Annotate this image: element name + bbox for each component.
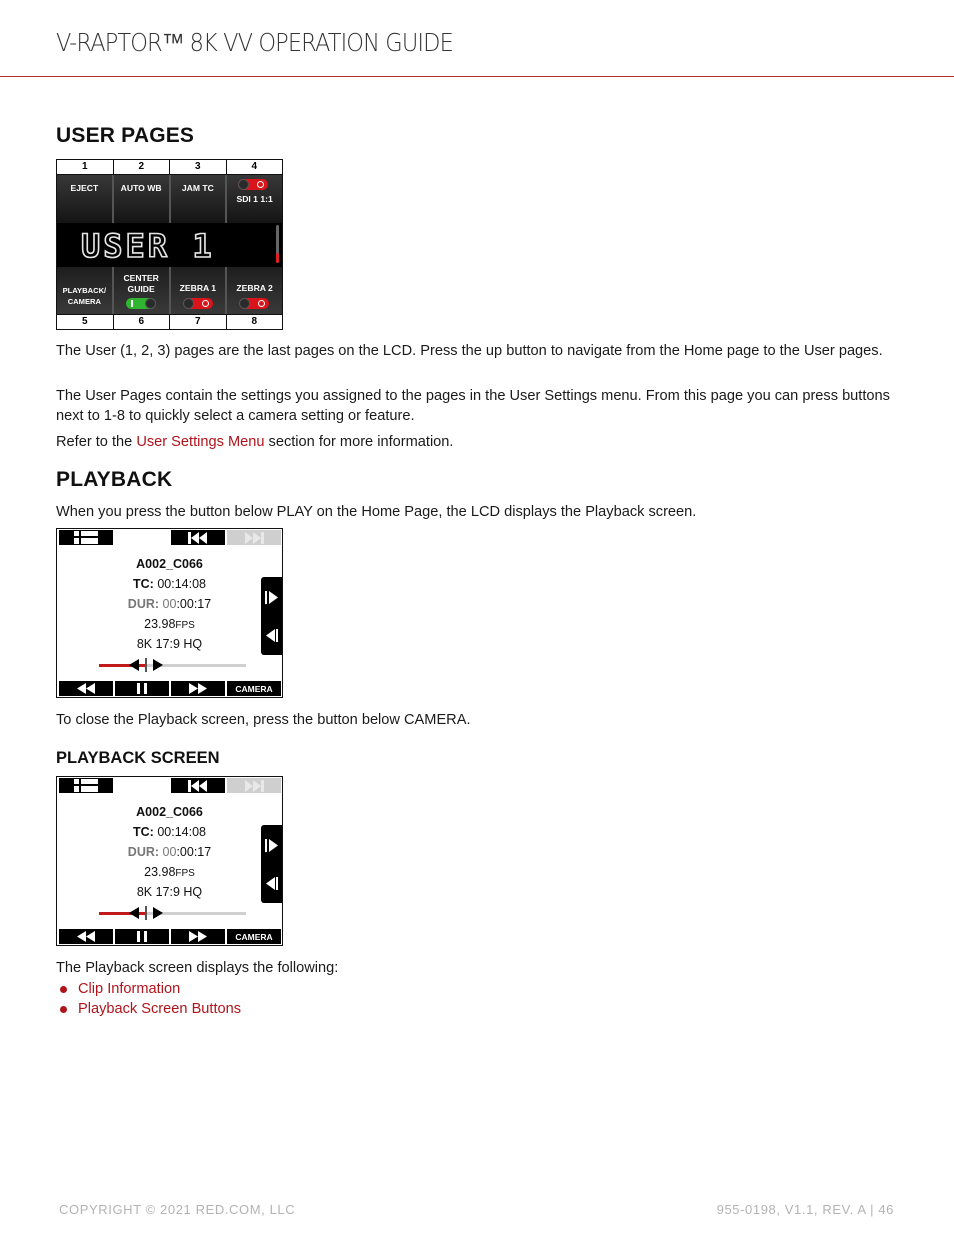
jam-tc-label: JAM TC	[181, 183, 214, 193]
refer-text-end: section for more information.	[264, 434, 454, 450]
tc-label: TC:	[133, 825, 154, 839]
fast-forward-button	[171, 929, 225, 944]
pause-icon	[137, 683, 147, 694]
playback-top-bar	[57, 777, 282, 794]
footer-copyright: COPYRIGHT © 2021 RED.COM, LLC	[59, 1202, 296, 1217]
pause-button	[115, 929, 169, 944]
sdi-button	[227, 175, 282, 223]
user-pages-paragraph-1: The User (1, 2, 3) pages are the last pages on the LCD. Press the up button to navigate from the Home page to the User pages.	[56, 343, 883, 359]
user-page-lcd	[56, 159, 283, 330]
menu-icon	[74, 531, 98, 544]
clip-information-link[interactable]: Clip Information	[78, 981, 181, 997]
button-number: 4	[251, 161, 258, 172]
playback-camera-button	[57, 267, 114, 315]
bottom-button-row	[57, 267, 282, 315]
playhead-arrows-icon	[129, 658, 163, 672]
button-number: 3	[170, 160, 227, 174]
dur-label: DUR:	[127, 845, 160, 859]
bullet-icon	[60, 1006, 67, 1013]
fps-unit: FPS	[175, 868, 195, 879]
playback-screen-intro: The Playback screen displays the following:	[56, 960, 339, 976]
user-pages-heading: USER PAGES	[56, 124, 195, 147]
list-item	[58, 1000, 241, 1020]
playhead-arrows-icon	[129, 906, 163, 920]
playback-lcd	[56, 528, 283, 698]
auto-wb-label: AUTO WB	[120, 183, 162, 193]
playback-top-bar	[57, 529, 282, 546]
playback-bottom-bar	[57, 680, 282, 697]
skip-to-end-button	[227, 530, 281, 545]
menu-button	[59, 530, 113, 545]
playback-side-panel	[261, 577, 282, 655]
zebra-2-button	[227, 267, 282, 315]
rewind-icon	[77, 931, 95, 942]
skip-to-end-button	[227, 778, 281, 793]
fps-unit: FPS	[175, 620, 195, 631]
header-rule	[0, 76, 954, 77]
button-number: 6	[114, 315, 171, 329]
bottom-number-row	[57, 314, 282, 329]
refer-text: Refer to the	[56, 434, 137, 450]
button-number: 7	[170, 315, 227, 329]
side-panel-icons	[261, 825, 282, 903]
user-settings-menu-link[interactable]: User Settings Menu	[136, 434, 265, 450]
tc-value: 00:14:08	[157, 577, 206, 591]
skip-to-start-icon	[188, 532, 208, 544]
skip-to-end-icon	[244, 780, 264, 792]
playback-screen-list	[58, 980, 241, 1019]
sdi-label: SDI 1 1:1	[236, 194, 273, 204]
eject-label: EJECT	[70, 183, 99, 193]
footer-doc-reference: 955-0198, V1.1, REV. A | 46	[716, 1202, 894, 1217]
step-back-icon	[266, 877, 278, 890]
fast-forward-icon	[189, 683, 207, 694]
bullet-icon	[60, 986, 67, 993]
camera-button	[227, 929, 281, 944]
zebra-2-label: ZEBRA 2	[236, 283, 273, 293]
pause-button	[115, 681, 169, 696]
jam-tc-button	[171, 175, 228, 223]
zebra-2-toggle-icon	[239, 298, 269, 309]
rewind-icon	[77, 683, 95, 694]
side-panel-icons	[261, 577, 282, 655]
pause-icon	[137, 931, 147, 942]
fps-value: 23.98	[144, 617, 176, 631]
menu-icon	[74, 779, 98, 792]
button-number: 5	[57, 315, 114, 329]
user-pages-paragraph-2: The User Pages contain the settings you assigned to the pages in the User Settings menu. From this page you can press buttons next to 1-8 to quickly select a camera setting or feature.	[56, 388, 890, 424]
user-pages-paragraph-3	[56, 432, 906, 452]
center-guide-label: CENTER GUIDE	[123, 273, 159, 294]
playback-screen-heading: PLAYBACK SCREEN	[56, 749, 220, 767]
camera-label: CAMERA	[235, 931, 273, 942]
button-number: 8	[251, 316, 258, 327]
step-back-icon	[266, 629, 278, 642]
center-guide-toggle-icon	[126, 298, 156, 309]
camera-label: CAMERA	[235, 683, 273, 694]
camera-button	[227, 681, 281, 696]
playback-bottom-bar	[57, 928, 282, 945]
button-number: 1	[57, 160, 114, 174]
top-button-row	[57, 175, 282, 223]
fast-forward-icon	[189, 931, 207, 942]
skip-to-start-icon	[188, 780, 208, 792]
tc-label: TC:	[133, 577, 154, 591]
playback-camera-label: PLAYBACK/ CAMERA	[62, 286, 107, 306]
eject-button	[57, 175, 114, 223]
sdi-toggle-icon	[238, 179, 268, 190]
dur-dim-digits: 00	[162, 845, 177, 859]
skip-to-start-button	[171, 778, 225, 793]
zebra-1-toggle-icon	[183, 298, 213, 309]
playback-close-text: To close the Playback screen, press the button below CAMERA.	[56, 712, 471, 728]
dur-label: DUR:	[127, 597, 160, 611]
format-value: 8K 17:9 HQ	[136, 637, 203, 651]
playback-intro: When you press the button below PLAY on the Home Page, the LCD displays the Playback screen.	[56, 504, 697, 520]
rewind-button	[59, 681, 113, 696]
tc-value: 00:14:08	[157, 825, 206, 839]
menu-button	[59, 778, 113, 793]
step-forward-icon	[265, 839, 278, 852]
playback-side-panel	[261, 825, 282, 903]
top-number-row	[57, 160, 282, 175]
zebra-1-button	[171, 267, 228, 315]
list-item	[58, 980, 241, 1000]
skip-to-start-button	[171, 530, 225, 545]
auto-wb-button	[114, 175, 171, 223]
playback-screen-buttons-link[interactable]: Playback Screen Buttons	[78, 1000, 242, 1017]
fps-value: 23.98	[144, 865, 176, 879]
skip-to-end-icon	[244, 532, 264, 544]
clip-name: A002_C066	[136, 557, 203, 571]
user-page-banner	[57, 223, 282, 267]
rewind-button	[59, 929, 113, 944]
zebra-1-label: ZEBRA 1	[179, 283, 217, 293]
document-title: V-RAPTOR™ 8K VV OPERATION GUIDE	[56, 28, 453, 57]
dur-value: :00:17	[176, 845, 212, 859]
playback-screen-lcd	[56, 776, 283, 946]
center-guide-button	[114, 267, 171, 315]
format-value: 8K 17:9 HQ	[136, 885, 203, 899]
dur-value: :00:17	[176, 597, 212, 611]
step-forward-icon	[265, 591, 278, 604]
clip-name: A002_C066	[136, 805, 203, 819]
user-page-title: USER 1	[81, 227, 215, 265]
page-scrollbar-thumb	[276, 253, 279, 263]
playback-heading: PLAYBACK	[56, 468, 173, 491]
button-number: 2	[114, 160, 171, 174]
dur-dim-digits: 00	[162, 597, 177, 611]
fast-forward-button	[171, 681, 225, 696]
